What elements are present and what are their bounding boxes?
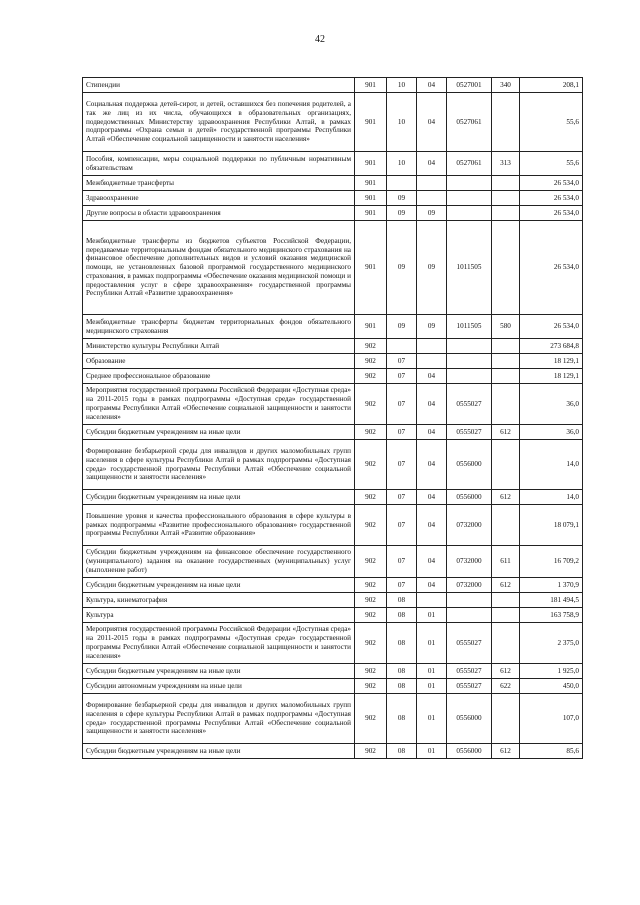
row-ministry-code: 902: [355, 384, 387, 425]
row-target-code: 0556000: [447, 744, 492, 759]
row-name: Субсидии бюджетным учреждениям на иные цели: [83, 664, 355, 679]
row-name: Субсидии бюджетным учреждениям на финансовое обеспечение государственного (муниципального) задания на оказание государственных (муниципальных) услуг (выполнение работ): [83, 546, 355, 578]
row-ministry-code: 902: [355, 744, 387, 759]
row-amount: 273 684,8: [520, 339, 583, 354]
row-target-code: [447, 608, 492, 623]
row-amount: 55,6: [520, 93, 583, 152]
row-ministry-code: 902: [355, 593, 387, 608]
row-subsection-code: 04: [417, 425, 447, 440]
row-target-code: 0555027: [447, 679, 492, 694]
row-subsection-code: 04: [417, 546, 447, 578]
row-amount: 18 079,1: [520, 505, 583, 546]
row-name: Культура: [83, 608, 355, 623]
row-section-code: 09: [387, 191, 417, 206]
row-ministry-code: 901: [355, 191, 387, 206]
table-row: [83, 546, 583, 578]
row-ministry-code: 902: [355, 608, 387, 623]
row-name: Межбюджетные трансферты бюджетам территориальных фондов обязательного медицинского страхования: [83, 315, 355, 339]
table-row: [83, 664, 583, 679]
row-ministry-code: 902: [355, 425, 387, 440]
row-name: Стипендии: [83, 78, 355, 93]
row-expense-type-code: [492, 339, 520, 354]
row-subsection-code: 04: [417, 505, 447, 546]
row-amount: 26 534,0: [520, 221, 583, 315]
row-name: Субсидии бюджетным учреждениям на иные цели: [83, 578, 355, 593]
table-row: [83, 608, 583, 623]
row-name: Межбюджетные трансферты из бюджетов субъектов Российской Федерации, передаваемые территориальным фондам обязательного медицинского страхования на финансовое обеспечение дополнительных видов и условий оказания медицинской помощи, не установленных базовой программой государственного медицинского страхования, в рамках подпрограммы «Обеспечение оказания медицинской помощи и предоставления услуг в сфере здравоохранения» государственной программы Республики Алтай «Развитие здравоохранения»: [83, 221, 355, 315]
row-amount: 1 370,9: [520, 578, 583, 593]
row-section-code: 08: [387, 744, 417, 759]
row-amount: 55,6: [520, 152, 583, 176]
row-expense-type-code: [492, 623, 520, 664]
row-ministry-code: 902: [355, 623, 387, 664]
row-target-code: 0527061: [447, 93, 492, 152]
row-ministry-code: 901: [355, 221, 387, 315]
row-amount: 14,0: [520, 490, 583, 505]
row-subsection-code: 04: [417, 369, 447, 384]
row-ministry-code: 901: [355, 93, 387, 152]
row-section-code: 10: [387, 152, 417, 176]
row-section-code: 10: [387, 93, 417, 152]
row-ministry-code: 901: [355, 176, 387, 191]
row-ministry-code: 902: [355, 440, 387, 490]
row-target-code: 1011505: [447, 221, 492, 315]
table-row: [83, 694, 583, 744]
row-name: Формирование безбарьерной среды для инвалидов и других маломобильных групп населения в сфере культуры Республики Алтай в рамках подпрограммы «Доступная среда» государственной программы Республики Алтай «Обеспечение социальной защищенности и занятости населения»: [83, 440, 355, 490]
row-subsection-code: 04: [417, 384, 447, 425]
row-name: Другие вопросы в области здравоохранения: [83, 206, 355, 221]
table-row: [83, 78, 583, 93]
row-target-code: 0556000: [447, 694, 492, 744]
row-amount: 181 494,5: [520, 593, 583, 608]
row-amount: 26 534,0: [520, 315, 583, 339]
row-subsection-code: 01: [417, 744, 447, 759]
row-expense-type-code: 580: [492, 315, 520, 339]
row-section-code: 07: [387, 425, 417, 440]
row-amount: 16 709,2: [520, 546, 583, 578]
row-ministry-code: 902: [355, 369, 387, 384]
row-target-code: 0555027: [447, 664, 492, 679]
row-section-code: 07: [387, 490, 417, 505]
row-ministry-code: 902: [355, 339, 387, 354]
row-name: Образование: [83, 354, 355, 369]
row-ministry-code: 901: [355, 206, 387, 221]
row-section-code: 07: [387, 369, 417, 384]
row-ministry-code: 902: [355, 664, 387, 679]
row-subsection-code: 01: [417, 608, 447, 623]
table-row: [83, 369, 583, 384]
row-section-code: 08: [387, 664, 417, 679]
row-target-code: 0555027: [447, 384, 492, 425]
row-target-code: [447, 354, 492, 369]
row-amount: 107,0: [520, 694, 583, 744]
row-amount: 26 534,0: [520, 176, 583, 191]
row-section-code: 07: [387, 354, 417, 369]
row-section-code: [387, 176, 417, 191]
row-expense-type-code: 612: [492, 425, 520, 440]
row-section-code: [387, 339, 417, 354]
row-amount: 163 758,9: [520, 608, 583, 623]
row-target-code: 0732000: [447, 578, 492, 593]
row-amount: 2 375,0: [520, 623, 583, 664]
table-row: [83, 221, 583, 315]
row-subsection-code: 01: [417, 694, 447, 744]
row-amount: 18 129,1: [520, 369, 583, 384]
row-target-code: 0555027: [447, 425, 492, 440]
row-subsection-code: 09: [417, 315, 447, 339]
row-section-code: 08: [387, 694, 417, 744]
row-name: Субсидии бюджетным учреждениям на иные цели: [83, 425, 355, 440]
row-section-code: 07: [387, 440, 417, 490]
row-expense-type-code: [492, 440, 520, 490]
row-ministry-code: 902: [355, 578, 387, 593]
row-expense-type-code: [492, 93, 520, 152]
row-target-code: 0732000: [447, 546, 492, 578]
row-subsection-code: [417, 354, 447, 369]
row-target-code: 0527001: [447, 78, 492, 93]
table-row: [83, 152, 583, 176]
table-row: [83, 623, 583, 664]
row-expense-type-code: [492, 694, 520, 744]
table-row: [83, 679, 583, 694]
row-subsection-code: 01: [417, 664, 447, 679]
row-ministry-code: 901: [355, 315, 387, 339]
row-section-code: 08: [387, 623, 417, 664]
table-row: [83, 578, 583, 593]
row-name: Субсидии автономным учреждениям на иные цели: [83, 679, 355, 694]
row-expense-type-code: [492, 176, 520, 191]
row-expense-type-code: [492, 369, 520, 384]
row-amount: 85,6: [520, 744, 583, 759]
row-expense-type-code: 313: [492, 152, 520, 176]
row-section-code: 07: [387, 505, 417, 546]
row-amount: 18 129,1: [520, 354, 583, 369]
row-target-code: [447, 206, 492, 221]
row-name: Межбюджетные трансферты: [83, 176, 355, 191]
row-expense-type-code: 612: [492, 578, 520, 593]
table-row: [83, 176, 583, 191]
row-section-code: 08: [387, 608, 417, 623]
row-subsection-code: [417, 176, 447, 191]
budget-table: [82, 77, 583, 759]
row-name: Мероприятия государственной программы Российской Федерации «Доступная среда» на 2011-2015 годы в рамках подпрограммы «Доступная среда» государственной программы Республики Алтай «Обеспечение социальной защищенности и занятости населения»: [83, 384, 355, 425]
row-subsection-code: [417, 593, 447, 608]
table-row: [83, 425, 583, 440]
row-ministry-code: 902: [355, 505, 387, 546]
table-body: [83, 78, 583, 759]
table-row: [83, 191, 583, 206]
table-row: [83, 93, 583, 152]
row-expense-type-code: [492, 608, 520, 623]
row-subsection-code: [417, 339, 447, 354]
row-expense-type-code: [492, 354, 520, 369]
row-expense-type-code: 612: [492, 744, 520, 759]
row-ministry-code: 901: [355, 78, 387, 93]
table-row: [83, 315, 583, 339]
row-section-code: 09: [387, 315, 417, 339]
row-section-code: 08: [387, 593, 417, 608]
row-expense-type-code: 612: [492, 490, 520, 505]
row-ministry-code: 902: [355, 490, 387, 505]
row-section-code: 08: [387, 679, 417, 694]
table-row: [83, 744, 583, 759]
table-row: [83, 384, 583, 425]
row-amount: 208,1: [520, 78, 583, 93]
row-subsection-code: 04: [417, 152, 447, 176]
row-expense-type-code: 612: [492, 664, 520, 679]
row-name: Министерство культуры Республики Алтай: [83, 339, 355, 354]
page-number: 42: [315, 34, 325, 45]
row-amount: 36,0: [520, 384, 583, 425]
row-target-code: 0556000: [447, 440, 492, 490]
table-row: [83, 206, 583, 221]
row-expense-type-code: [492, 221, 520, 315]
row-expense-type-code: 340: [492, 78, 520, 93]
row-section-code: 09: [387, 206, 417, 221]
row-expense-type-code: 622: [492, 679, 520, 694]
row-ministry-code: 902: [355, 694, 387, 744]
row-subsection-code: 04: [417, 93, 447, 152]
row-target-code: [447, 176, 492, 191]
row-subsection-code: 01: [417, 679, 447, 694]
row-section-code: 09: [387, 221, 417, 315]
row-target-code: 0555027: [447, 623, 492, 664]
row-name: Культура, кинематография: [83, 593, 355, 608]
row-target-code: [447, 369, 492, 384]
row-section-code: 10: [387, 78, 417, 93]
row-expense-type-code: [492, 191, 520, 206]
row-amount: 26 534,0: [520, 206, 583, 221]
row-expense-type-code: [492, 505, 520, 546]
table-row: [83, 354, 583, 369]
row-target-code: 0527061: [447, 152, 492, 176]
table-row: [83, 440, 583, 490]
row-target-code: [447, 339, 492, 354]
row-subsection-code: 04: [417, 578, 447, 593]
row-subsection-code: 09: [417, 206, 447, 221]
row-ministry-code: 902: [355, 354, 387, 369]
table-row: [83, 593, 583, 608]
row-section-code: 07: [387, 384, 417, 425]
table-row: [83, 339, 583, 354]
row-ministry-code: 902: [355, 679, 387, 694]
row-name: Пособия, компенсации, меры социальной поддержки по публичным нормативным обязательствам: [83, 152, 355, 176]
row-target-code: [447, 593, 492, 608]
row-subsection-code: 04: [417, 490, 447, 505]
row-amount: 450,0: [520, 679, 583, 694]
table-row: [83, 490, 583, 505]
row-section-code: 07: [387, 546, 417, 578]
row-name: Субсидии бюджетным учреждениям на иные цели: [83, 744, 355, 759]
row-subsection-code: 04: [417, 440, 447, 490]
row-amount: 26 534,0: [520, 191, 583, 206]
row-amount: 1 925,0: [520, 664, 583, 679]
row-ministry-code: 902: [355, 546, 387, 578]
row-target-code: 0556000: [447, 490, 492, 505]
row-name: Субсидии бюджетным учреждениям на иные цели: [83, 490, 355, 505]
row-name: Мероприятия государственной программы Российской Федерации «Доступная среда» на 2011-2015 годы в рамках подпрограммы «Доступная среда» государственной программы Республики Алтай «Обеспечение социальной защищенности и занятости населения»: [83, 623, 355, 664]
row-target-code: [447, 191, 492, 206]
row-name: Формирование безбарьерной среды для инвалидов и других маломобильных групп населения в сфере культуры Республики Алтай в рамках подпрограммы «Доступная среда» государственной программы Республики Алтай «Обеспечение социальной защищенности и занятости населения»: [83, 694, 355, 744]
row-expense-type-code: [492, 593, 520, 608]
row-name: Повышение уровня и качества профессионального образования в сфере культуры в рамках подпрограммы «Развитие профессионального образования» государственной программы Республики Алтай «Развитие образования»: [83, 505, 355, 546]
row-ministry-code: 901: [355, 152, 387, 176]
row-target-code: 1011505: [447, 315, 492, 339]
row-expense-type-code: 611: [492, 546, 520, 578]
row-name: Здравоохранение: [83, 191, 355, 206]
row-amount: 36,0: [520, 425, 583, 440]
row-amount: 14,0: [520, 440, 583, 490]
row-expense-type-code: [492, 206, 520, 221]
row-expense-type-code: [492, 384, 520, 425]
row-target-code: 0732000: [447, 505, 492, 546]
row-subsection-code: [417, 191, 447, 206]
table-row: [83, 505, 583, 546]
row-subsection-code: 09: [417, 221, 447, 315]
row-name: Среднее профессиональное образование: [83, 369, 355, 384]
row-name: Социальная поддержка детей-сирот, и детей, оставшихся без попечения родителей, а так же лиц из их числа, обучающихся в образовательных организациях, подведомственных Министерству здравоохранения Республики Алтай, в рамках подпрограммы «Охрана семьи и детей» государственной программы Республики Алтай «Обеспечение социальной защищенности и занятости населения»: [83, 93, 355, 152]
row-section-code: 07: [387, 578, 417, 593]
row-subsection-code: 01: [417, 623, 447, 664]
row-subsection-code: 04: [417, 78, 447, 93]
